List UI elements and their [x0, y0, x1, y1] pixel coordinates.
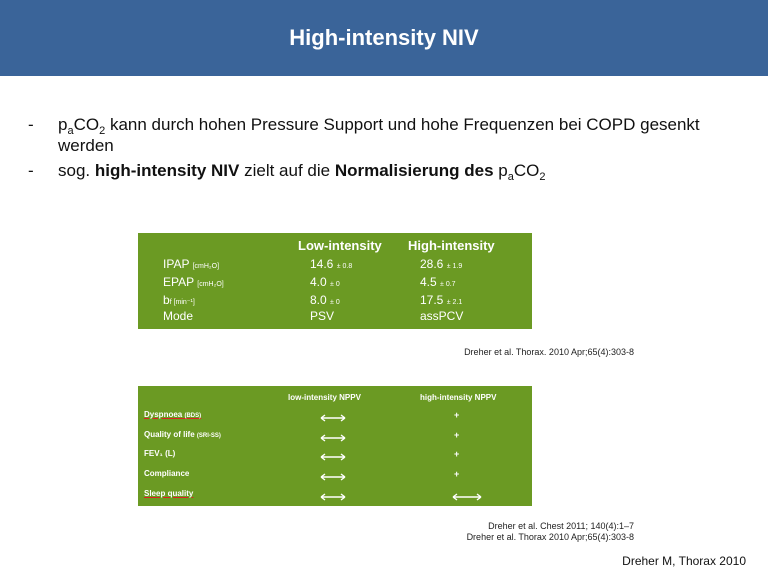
- double-arrow-icon: [320, 493, 346, 501]
- pco2-sub-2: 2: [539, 171, 546, 183]
- bullet-item: [28, 114, 748, 156]
- bullet-rest: kann durch hohen Pressure Support und hohe Frequenzen bei COPD gesenkt werden: [58, 115, 700, 155]
- double-arrow-icon: [320, 453, 346, 461]
- table-row: [138, 309, 532, 327]
- table-row: [138, 257, 532, 275]
- table-row: [138, 469, 532, 485]
- low-value: PSV: [310, 309, 335, 323]
- citation-chest: Dreher et al. Chest 2011; 140(4):1–7: [488, 521, 634, 531]
- bullet-bold-norm: Normalisierung des: [334, 161, 494, 180]
- table-row: [138, 489, 532, 505]
- double-arrow-icon: [320, 414, 346, 422]
- low-value: 8.0 ± 0: [310, 293, 340, 307]
- settings-header-low: Low-intensity: [298, 238, 382, 253]
- row-label: Dyspnoea (BDS): [144, 410, 202, 419]
- bullet-dash: -: [28, 115, 34, 134]
- slide-title: High-intensity NIV: [289, 25, 479, 50]
- table-row: [138, 430, 532, 446]
- pco2-sub-a: a: [507, 171, 514, 183]
- row-label: Compliance: [144, 469, 190, 478]
- plus-value: +: [454, 449, 460, 459]
- row-label: FEV₁ (L): [144, 449, 176, 458]
- table-row: [138, 449, 532, 465]
- pco2-p: p: [493, 161, 508, 180]
- outcome-table: [138, 386, 532, 506]
- bullet-dash: -: [28, 161, 34, 180]
- low-value: 4.0 ± 0: [310, 275, 340, 289]
- bullet-bold-niv: high-intensity NIV: [94, 161, 240, 180]
- footer-source: Dreher M, Thorax 2010: [622, 554, 746, 568]
- pco2-sub-a: a: [67, 125, 74, 137]
- pco2-co: CO: [73, 115, 100, 134]
- settings-header-high: High-intensity: [408, 238, 495, 253]
- plus-value: +: [454, 430, 460, 440]
- table-row: [138, 410, 532, 426]
- bullet-mid: zielt auf die: [239, 161, 335, 180]
- settings-table: [138, 233, 532, 329]
- plus-value: +: [454, 410, 460, 420]
- high-value: 17.5 ± 2.1: [420, 293, 463, 307]
- double-arrow-icon: [320, 434, 346, 442]
- outcome-header-high: high-intensity NPPV: [420, 393, 497, 402]
- row-label: EPAP [cmH₂O]: [163, 275, 224, 289]
- high-value: 28.6 ± 1.9: [420, 257, 463, 271]
- double-arrow-icon: [452, 493, 482, 501]
- bullet-text: [58, 114, 748, 156]
- high-value: 4.5 ± 0.7: [420, 275, 456, 289]
- high-value: assPCV: [420, 309, 464, 323]
- low-value: 14.6 ± 0.8: [310, 257, 353, 271]
- bullet-item: [28, 160, 748, 181]
- plus-value: +: [454, 469, 460, 479]
- citation-thorax: Dreher et al. Thorax. 2010 Apr;65(4):303-8: [464, 347, 634, 357]
- table-row: [138, 275, 532, 293]
- pco2-sub-2: 2: [99, 125, 106, 137]
- bullet-list: [28, 114, 748, 185]
- citation-thorax-2: Dreher et al. Thorax 2010 Apr;65(4):303-8: [466, 532, 634, 542]
- pco2-p: p: [58, 115, 68, 134]
- double-arrow-icon: [320, 473, 346, 481]
- row-label: Mode: [163, 309, 194, 323]
- row-label: bf [min⁻¹]: [163, 293, 195, 307]
- bullet-pre: sog.: [58, 161, 95, 180]
- row-label: Quality of life (SRI-SS): [144, 430, 221, 439]
- bullet-text: [58, 160, 748, 181]
- row-label: Sleep quality: [144, 489, 194, 498]
- pco2-co: CO: [513, 161, 540, 180]
- title-bar: [0, 0, 768, 76]
- row-label: IPAP [cmH₂O]: [163, 257, 220, 271]
- outcome-header-low: low-intensity NPPV: [288, 393, 361, 402]
